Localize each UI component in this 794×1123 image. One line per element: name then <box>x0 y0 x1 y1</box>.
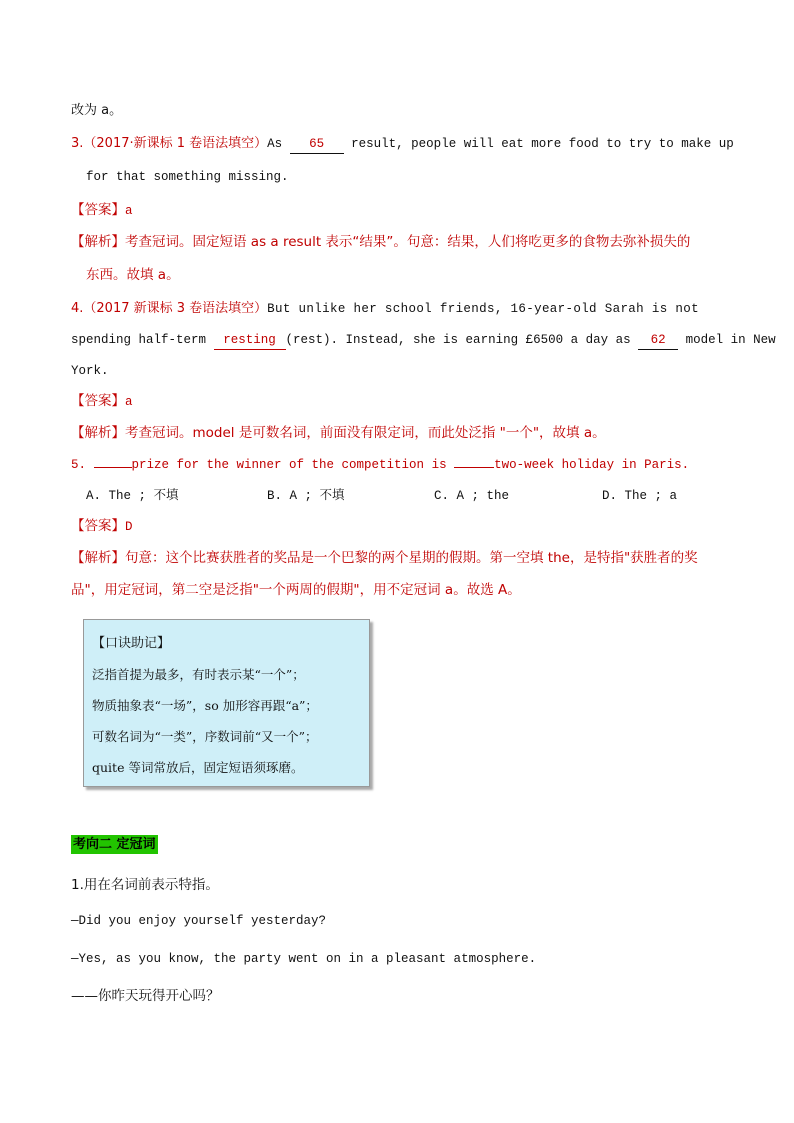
dialogue-line: —Did you enjoy yourself yesterday? <box>71 914 327 928</box>
explanation-line <box>71 549 698 567</box>
question-text: for that something missing. <box>86 170 289 184</box>
answer-blank <box>94 467 132 468</box>
answer-label: 【答案】 <box>71 202 125 218</box>
question-text: model in New <box>678 333 776 347</box>
question-text: prize for the winner of the competition is <box>131 458 455 472</box>
question-text: spending half-term <box>71 333 214 347</box>
answer-blank: resting <box>214 331 286 350</box>
question-source: 4.（2017 新课标 3 卷语法填空） <box>71 301 268 316</box>
question-text <box>71 331 776 350</box>
answer-line <box>71 517 133 536</box>
mnemonic-line: 物质抽象表“一场”，so 加形容再跟“a”； <box>92 698 318 713</box>
explanation-text: 考查冠词。model 是可数名词，前面没有限定词，而此处泛指 "一个"，故填 a。 <box>125 425 606 441</box>
question-5 <box>71 456 689 474</box>
rule-text: 1.用在名词前表示特指。 <box>71 877 219 893</box>
explanation-text: 考查冠词。固定短语 as a result 表示“结果”。句意：结果，人们将吃更多的食物去弥补损失的 <box>125 234 691 250</box>
answer-label: 【答案】 <box>71 393 125 409</box>
answer-value: a <box>125 204 133 218</box>
mnemonic-box <box>83 619 370 787</box>
explanation-line <box>71 233 690 251</box>
mnemonic-line: quite 等词常放后，固定短语须琢磨。 <box>92 760 304 775</box>
question-text: result, people will eat more food to try to make up <box>343 137 734 151</box>
option-c: C. A ; the <box>434 489 510 503</box>
explanation-label: 【解析】 <box>71 550 125 566</box>
dialogue-line: —Yes, as you know, the party went on in a pleasant atmosphere. <box>71 952 537 966</box>
option-b: B. A ; 不填 <box>267 489 345 503</box>
question-4 <box>71 300 699 318</box>
explanation-text: 品"，用定冠词，第二空是泛指"一个两周的假期"，用不定冠词 a。故选 A。 <box>71 582 521 598</box>
answer-blank <box>454 467 494 468</box>
answer-line <box>71 201 133 220</box>
question-number: 5. <box>71 458 94 472</box>
answer-value: a <box>125 395 133 409</box>
question-text: two-week holiday in Paris. <box>494 458 690 472</box>
question-text: (rest). Instead, she is earning £6500 a day as <box>285 333 639 347</box>
option-d: D. The ; a <box>602 489 678 503</box>
question-text: But unlike her school friends, 16-year-old Sarah is not <box>267 302 699 316</box>
question-3 <box>71 135 734 154</box>
explanation-text: 东西。故填 a。 <box>86 267 180 283</box>
answer-label: 【答案】 <box>71 518 125 534</box>
question-text: York. <box>71 364 109 378</box>
explanation-label: 【解析】 <box>71 425 125 441</box>
mnemonic-line: 可数名词为“一类”，序数词前“又一个”； <box>92 729 318 744</box>
question-text: As <box>267 137 290 151</box>
mnemonic-title: 【口诀助记】 <box>92 636 171 651</box>
explanation-text: 句意：这个比赛获胜者的奖品是一个巴黎的两个星期的假期。第一空填 the，是特指"获胜者的奖 <box>125 550 698 566</box>
section-heading: 考向二 定冠词 <box>73 837 156 852</box>
answer-line <box>71 392 133 411</box>
answer-blank: 62 <box>638 331 678 350</box>
mnemonic-line: 泛指首提为最多，有时表示某“一个”； <box>92 667 305 682</box>
explanation-label: 【解析】 <box>71 234 125 250</box>
option-a: A. The ; 不填 <box>86 489 179 503</box>
explanation-line <box>71 424 606 442</box>
answer-blank: 65 <box>290 135 344 154</box>
text-line: 改为 a。 <box>71 103 123 118</box>
answer-value: D <box>125 520 133 534</box>
translation-line: ——你昨天玩得开心吗？ <box>71 988 220 1004</box>
question-source: 3.（2017·新课标 1 卷语法填空） <box>71 136 268 151</box>
